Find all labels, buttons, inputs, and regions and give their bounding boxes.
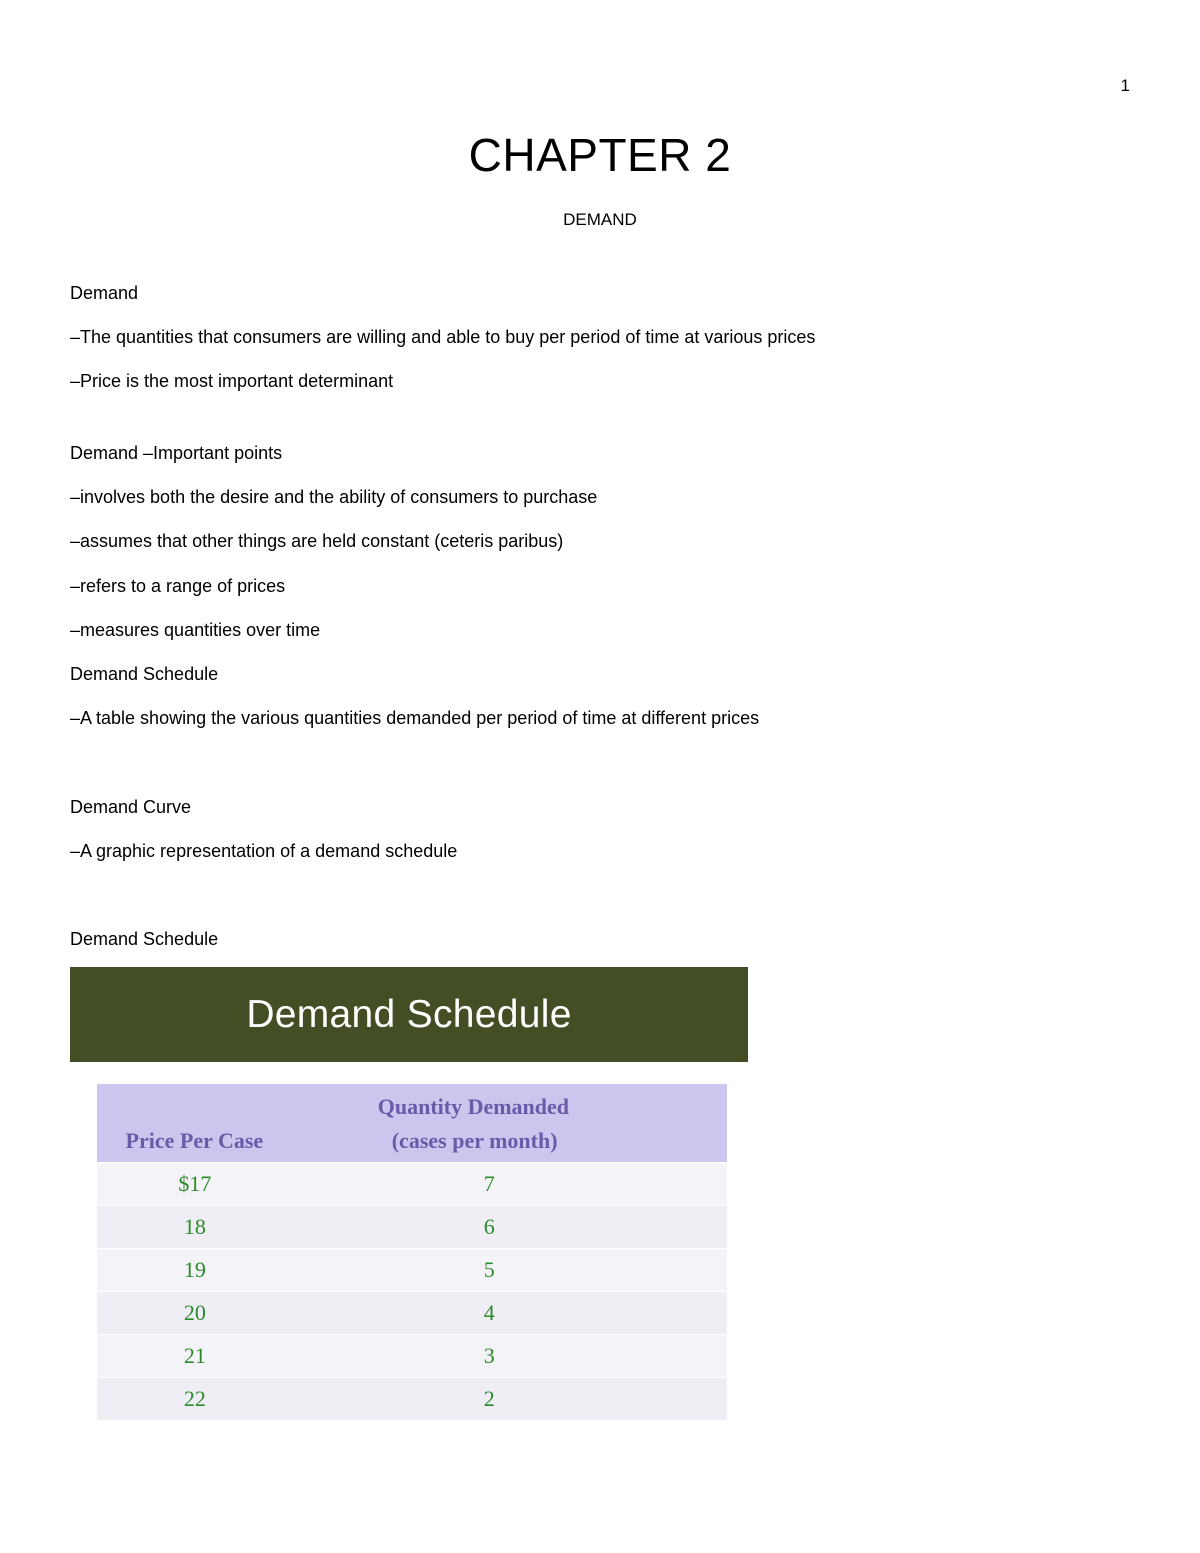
bullet-range-of-prices: –refers to a range of prices bbox=[70, 576, 286, 596]
demand-schedule-figure bbox=[70, 967, 748, 1411]
cell-quantity: 7 bbox=[292, 1163, 727, 1206]
cell-quantity: 5 bbox=[292, 1249, 727, 1292]
column-header-quantity-line1: Quantity Demanded bbox=[377, 1094, 570, 1119]
section-heading-important-points: Demand –Important points bbox=[70, 443, 283, 463]
figure-banner-title: Demand Schedule bbox=[246, 992, 572, 1036]
section-heading-demand-curve: Demand Curve bbox=[70, 797, 192, 817]
chapter-subtitle: DEMAND bbox=[563, 210, 637, 229]
table-row bbox=[97, 1163, 727, 1206]
cell-quantity: 4 bbox=[292, 1292, 727, 1335]
column-header-price-label: Price Per Case bbox=[125, 1128, 264, 1153]
bullet-quantities-over-time: –measures quantities over time bbox=[70, 620, 321, 640]
page-number: 1 bbox=[1120, 76, 1130, 95]
chapter-title: CHAPTER 2 bbox=[468, 129, 732, 181]
table-row bbox=[97, 1292, 727, 1335]
table-header-row bbox=[97, 1084, 727, 1163]
cell-quantity: 3 bbox=[292, 1335, 727, 1378]
cell-price: 22 bbox=[97, 1378, 292, 1421]
column-header-quantity bbox=[292, 1084, 727, 1163]
figure-banner bbox=[70, 967, 748, 1062]
section-heading-demand: Demand bbox=[70, 283, 139, 303]
bullet-demand-definition: –The quantities that consumers are willing and able to buy per period of time at various prices bbox=[70, 327, 816, 347]
bullet-desire-ability: –involves both the desire and the ability of consumers to purchase bbox=[70, 487, 598, 507]
demand-schedule-table bbox=[97, 1084, 727, 1420]
cell-price: 20 bbox=[97, 1292, 292, 1335]
column-header-quantity-line2: (cases per month) bbox=[391, 1128, 558, 1153]
table-row bbox=[97, 1249, 727, 1292]
table-body bbox=[97, 1163, 727, 1421]
column-header-price bbox=[97, 1084, 292, 1163]
bullet-schedule-definition: –A table showing the various quantities demanded per period of time at different prices bbox=[70, 708, 760, 728]
bullet-price-determinant: –Price is the most important determinant bbox=[70, 371, 394, 391]
cell-price: 21 bbox=[97, 1335, 292, 1378]
cell-quantity: 6 bbox=[292, 1206, 727, 1249]
cell-price: 19 bbox=[97, 1249, 292, 1292]
section-heading-demand-schedule: Demand Schedule bbox=[70, 664, 219, 684]
table-row bbox=[97, 1335, 727, 1378]
table-row bbox=[97, 1206, 727, 1249]
bullet-curve-definition: –A graphic representation of a demand schedule bbox=[70, 841, 458, 861]
cell-quantity: 2 bbox=[292, 1378, 727, 1421]
cell-price: 18 bbox=[97, 1206, 292, 1249]
cell-price: $17 bbox=[97, 1163, 292, 1206]
figure-caption-demand-schedule: Demand Schedule bbox=[70, 929, 219, 949]
table-row bbox=[97, 1378, 727, 1421]
bullet-ceteris-paribus: –assumes that other things are held constant (ceteris paribus) bbox=[70, 531, 564, 551]
